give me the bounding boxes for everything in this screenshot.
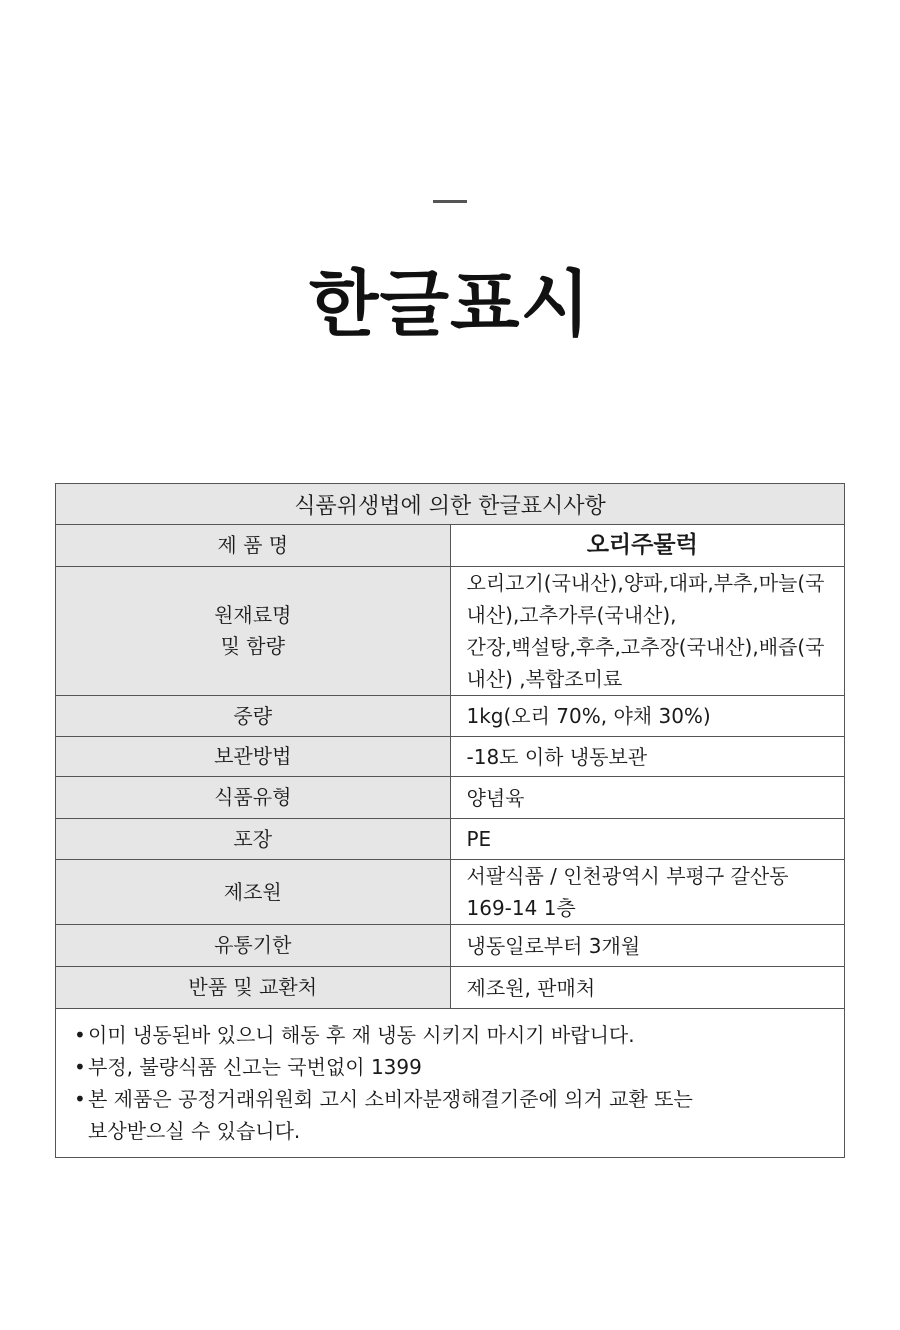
row-label-text: 제조원 xyxy=(223,879,282,904)
note-text: 보상받으실 수 있습니다. xyxy=(88,1119,301,1143)
table-row-manufacturer xyxy=(56,860,845,925)
row-value-text: 오리고기(국내산),양파,대파,부추,마늘(국내산),고추가루(국내산), xyxy=(466,571,825,627)
note-item xyxy=(74,1083,826,1147)
row-value-text: 간장,백설탕,후추,고추장(국내산),배즙(국내산) ,복합조미료 xyxy=(466,635,825,691)
table-row-food-type xyxy=(56,777,845,819)
row-label-text: 원재료명 xyxy=(214,603,292,627)
table-row-weight xyxy=(56,696,845,737)
table-row-ingredients xyxy=(56,567,845,696)
row-label-text: 및 함량 xyxy=(220,634,285,658)
storage-value xyxy=(450,737,845,777)
note-text: • 본 제품은 공정거래위원회 고시 소비자분쟁해결기준에 의거 교환 또는 xyxy=(88,1087,693,1111)
table-heading: 식품위생법에 의한 한글표시사항 xyxy=(56,484,845,525)
table-row-expiry xyxy=(56,925,845,967)
row-label-ingredients xyxy=(56,567,451,696)
food-type-value xyxy=(450,777,845,819)
note-text: • 이미 냉동된바 있으니 해동 후 재 냉동 시키지 마시기 바랍니다. xyxy=(88,1023,635,1047)
table-row-returns xyxy=(56,967,845,1009)
row-value-text: 제조원, 판매처 xyxy=(466,975,596,1000)
returns-value xyxy=(450,967,845,1009)
row-label-packaging xyxy=(56,819,451,860)
row-label-manufacturer xyxy=(56,860,451,925)
row-value-text: 1kg(오리 70%, 야채 30%) xyxy=(466,704,711,728)
row-value-text: 냉동일로부터 3개월 xyxy=(466,933,641,958)
row-value-text: 오리주물럭 xyxy=(586,532,698,559)
row-label-weight xyxy=(56,696,451,737)
page-title: 한글표시 xyxy=(308,262,592,346)
title-decoration-dash xyxy=(433,200,467,203)
table-heading-row xyxy=(56,484,845,525)
manufacturer-value xyxy=(450,860,845,925)
weight-value xyxy=(450,696,845,737)
food-label-table xyxy=(55,483,845,1158)
row-label-product-name xyxy=(56,525,451,567)
row-label-returns xyxy=(56,967,451,1009)
table-row-notes xyxy=(56,1009,845,1158)
row-label-text: 보관방법 xyxy=(214,744,292,768)
packaging-value xyxy=(450,819,845,860)
notes-list xyxy=(74,1019,826,1147)
row-label-text: 유통기한 xyxy=(214,933,292,957)
row-label-text: 반품 및 교환처 xyxy=(188,975,318,999)
note-text: • 부정, 불량식품 신고는 국번없이 1399 xyxy=(88,1055,422,1079)
row-label-food-type xyxy=(56,777,451,819)
notes-cell xyxy=(56,1009,845,1158)
row-value-text: 서팔식품 / 인천광역시 부평구 갈산동 169-14 1층 xyxy=(466,864,789,920)
table-row-storage xyxy=(56,737,845,777)
product-name-value xyxy=(450,525,845,567)
ingredients-value xyxy=(450,567,845,696)
expiry-value xyxy=(450,925,845,967)
note-item xyxy=(74,1051,826,1083)
row-value-text: -18도 이하 냉동보관 xyxy=(466,744,648,769)
row-label-text: 중량 xyxy=(233,703,273,728)
row-label-storage xyxy=(56,737,451,777)
row-label-text: 제 품 명 xyxy=(217,533,289,557)
row-value-text: PE xyxy=(466,827,492,851)
row-label-text: 식품유형 xyxy=(214,785,292,809)
row-label-expiry xyxy=(56,925,451,967)
note-item xyxy=(74,1019,826,1051)
row-label-text: 포장 xyxy=(233,826,273,851)
table-row-packaging xyxy=(56,819,845,860)
row-value-text: 양념육 xyxy=(466,785,525,810)
table-row-product-name xyxy=(56,525,845,567)
